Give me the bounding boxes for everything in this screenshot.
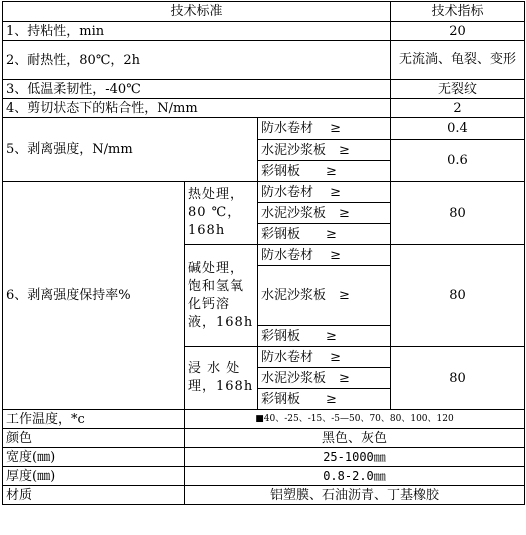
row-value: 黑色、灰色 (185, 429, 525, 448)
row-label: 3、低温柔韧性，-40℃ (3, 80, 391, 99)
header-standard: 技术标准 (3, 2, 391, 22)
row-value: 无流淌、龟裂、变形 (391, 41, 525, 80)
header-index: 技术指标 (391, 2, 525, 22)
row-label: 2、耐热性，80℃，2h (3, 41, 391, 80)
sub-item: 水泥沙浆板 ≥ (258, 368, 391, 389)
sub-item: 彩钢板 ≥ (258, 326, 391, 347)
table-row (3, 467, 525, 486)
row-label: 6、剥离强度保持率% (3, 182, 185, 410)
row-label: 工作温度，*c (3, 410, 185, 429)
sub-item: 水泥沙浆板 ≥ (258, 266, 391, 326)
sub-item: 防水卷材 ≥ (258, 245, 391, 266)
sub-item: 彩钢板 ≥ (258, 224, 391, 245)
table-row (3, 99, 525, 118)
sub-item: 水泥沙浆板 ≥ (258, 203, 391, 224)
row-value: 铝塑膜、石油沥青、丁基橡胶 (185, 486, 525, 505)
table-row (3, 118, 525, 140)
row-label: 4、剪切状态下的粘合性，N/mm (3, 99, 391, 118)
row-value: 无裂纹 (391, 80, 525, 99)
table-row (3, 182, 525, 203)
table-row (3, 429, 525, 448)
row-label: 宽度(㎜) (3, 448, 185, 467)
sub-item: 彩钢板 ≥ (258, 161, 391, 182)
table-row (3, 448, 525, 467)
sub-item: 水泥沙浆板 ≥ (258, 140, 391, 161)
condition-label: 浸 水 处 理，168h (185, 347, 258, 410)
table-row (3, 486, 525, 505)
header-row (3, 2, 525, 22)
row-value: 80 (391, 245, 525, 347)
row-value: ■40、-25、-15、-5—50、70、80、100、120 (185, 410, 525, 429)
row-label: 厚度(㎜) (3, 467, 185, 486)
spec-table (2, 1, 525, 505)
condition-label: 热处理，80 ℃，168h (185, 182, 258, 245)
row-label: 材质 (3, 486, 185, 505)
table-row (3, 22, 525, 41)
row-value: 80 (391, 347, 525, 410)
table-row (3, 41, 525, 80)
row-value: 0.6 (391, 140, 525, 182)
sub-item: 防水卷材 ≥ (258, 118, 391, 140)
row-value: 25-1000㎜ (185, 448, 525, 467)
row-label: 颜色 (3, 429, 185, 448)
row-value: 0.4 (391, 118, 525, 140)
condition-label: 碱处理，饱和氢氧化钙溶液，168h (185, 245, 258, 347)
row-label: 1、持粘性，min (3, 22, 391, 41)
table-row (3, 410, 525, 429)
table-row (3, 80, 525, 99)
row-value: 0.8-2.0㎜ (185, 467, 525, 486)
row-label: 5、剥离强度，N/mm (3, 118, 258, 182)
row-value: 20 (391, 22, 525, 41)
sub-item: 防水卷材 ≥ (258, 347, 391, 368)
sub-item: 彩钢板 ≥ (258, 389, 391, 410)
sub-item: 防水卷材 ≥ (258, 182, 391, 203)
row-value: 2 (391, 99, 525, 118)
row-value: 80 (391, 182, 525, 245)
